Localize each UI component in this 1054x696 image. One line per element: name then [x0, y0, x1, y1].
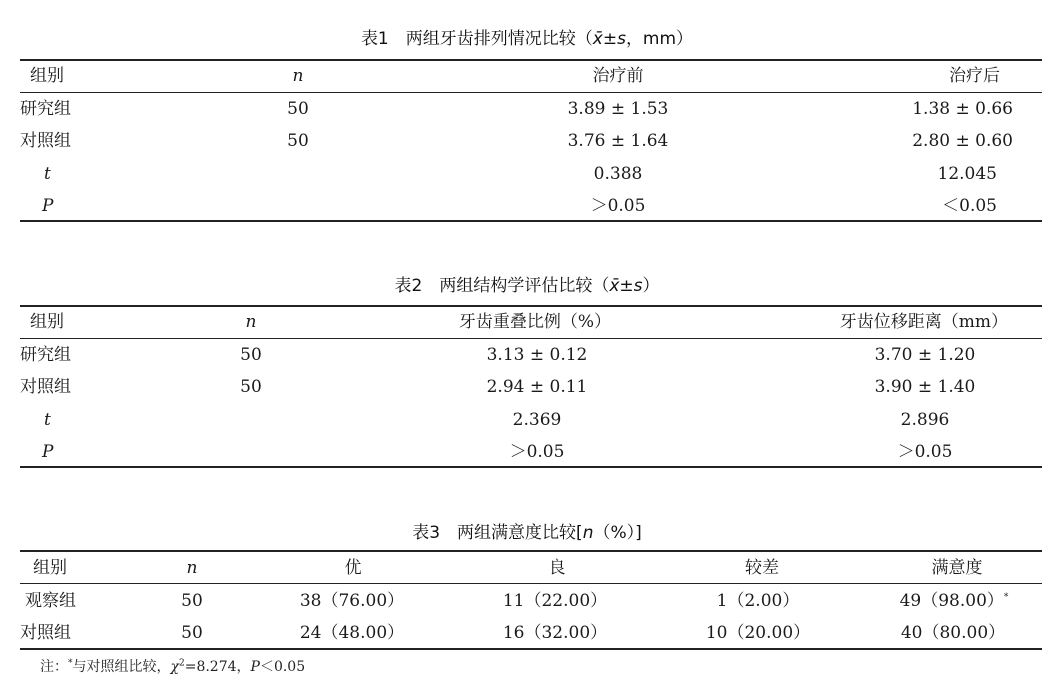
row-after: ＜0.05	[942, 196, 997, 216]
row-label: 对照组	[20, 623, 71, 643]
row-label: P	[42, 196, 54, 216]
table3-col-good: 良	[548, 558, 566, 578]
table2-col-displacement: 牙齿位移距离（mm）	[839, 312, 1008, 332]
row-label: t	[44, 164, 51, 184]
row-before: ＞0.05	[590, 196, 646, 216]
row-poor: 1（2.00）	[716, 591, 800, 611]
row-n: 50	[287, 99, 309, 119]
table3-col-n: n	[186, 558, 198, 578]
row-good: 16（32.00）	[502, 623, 608, 643]
row-satisfaction: 40（80.00）	[900, 623, 1006, 643]
row-good: 11（22.00）	[502, 591, 608, 611]
table2-col-n: n	[245, 312, 257, 332]
row-n: 50	[287, 131, 309, 151]
row-before: 0.388	[593, 164, 643, 184]
table1-col-after: 治疗后	[949, 66, 1000, 86]
row-n: 50	[181, 591, 203, 611]
table3-col-excellent: 优	[344, 558, 362, 578]
row-label: 观察组	[25, 591, 76, 611]
row-label: t	[44, 410, 51, 430]
table3-top-rule	[20, 550, 1042, 552]
table1-title: 表1 两组牙齿排列情况比较（x̄±s，mm）	[360, 29, 694, 49]
row-label: 对照组	[20, 131, 71, 151]
row-displacement: 2.896	[900, 410, 950, 430]
row-excellent: 24（48.00）	[299, 623, 405, 643]
row-displacement: 3.90 ± 1.40	[874, 377, 976, 397]
table3-col-satisfaction: 满意度	[931, 558, 983, 578]
table1-col-n: n	[292, 66, 304, 86]
table2-top-rule	[20, 305, 1042, 307]
table2-bottom-rule	[20, 466, 1042, 468]
row-overlap: 3.13 ± 0.12	[486, 345, 588, 365]
table1-col-before: 治疗前	[592, 66, 644, 86]
row-after: 12.045	[937, 164, 997, 184]
row-overlap: 2.369	[512, 410, 562, 430]
table1-top-rule	[20, 59, 1042, 61]
table2-col-overlap: 牙齿重叠比例（%）	[458, 312, 612, 332]
row-after: 2.80 ± 0.60	[912, 131, 1013, 151]
table2-header-rule	[20, 338, 1042, 339]
row-n: 50	[181, 623, 203, 643]
table1-header-rule	[20, 92, 1042, 93]
row-after: 1.38 ± 0.66	[912, 99, 1013, 119]
row-displacement: ＞0.05	[897, 442, 953, 462]
row-satisfaction: 49（98.00）*	[899, 591, 1009, 611]
table3-header-rule	[20, 583, 1042, 584]
table3-col-poor: 较差	[745, 558, 779, 578]
row-displacement: 3.70 ± 1.20	[874, 345, 976, 365]
row-label: 对照组	[20, 377, 71, 397]
table3-bottom-rule	[20, 648, 1042, 650]
table3-footnote: 注：*与对照组比较，$\chi^2=8.274$，P＜0.05	[40, 658, 306, 675]
table3-title: 表3 两组满意度比较[n（%）]	[412, 523, 642, 543]
row-poor: 10（20.00）	[705, 623, 811, 643]
row-n: 50	[240, 377, 262, 397]
table3-col-group: 组别	[33, 558, 67, 578]
row-overlap: 2.94 ± 0.11	[486, 377, 588, 397]
row-before: 3.76 ± 1.64	[567, 131, 669, 151]
table1-bottom-rule	[20, 220, 1042, 222]
row-label: 研究组	[20, 345, 71, 365]
table2-col-group: 组别	[30, 312, 64, 332]
table1-col-group: 组别	[30, 66, 64, 86]
significance-marker: *	[1003, 592, 1009, 603]
row-label: P	[42, 442, 54, 462]
row-label: 研究组	[20, 99, 71, 119]
row-before: 3.89 ± 1.53	[567, 99, 669, 119]
table2-title: 表2 两组结构学评估比较（x̄±s）	[394, 276, 660, 296]
row-excellent: 38（76.00）	[299, 591, 405, 611]
row-n: 50	[240, 345, 262, 365]
row-overlap: ＞0.05	[509, 442, 565, 462]
